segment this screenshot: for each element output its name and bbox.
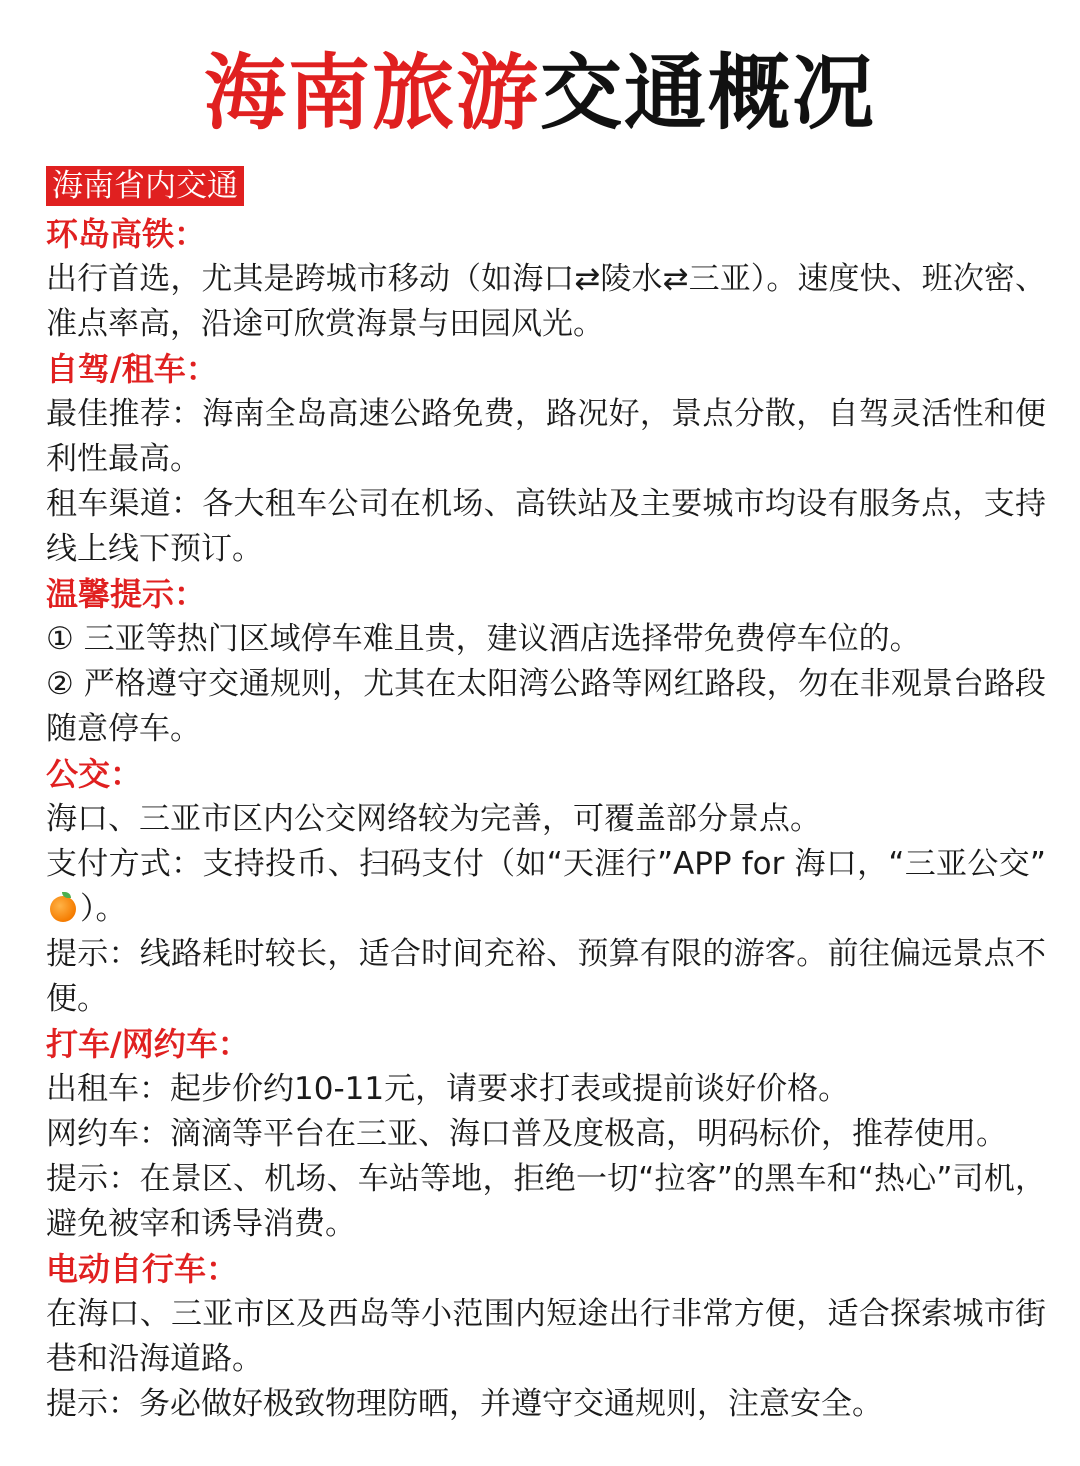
page-title — [0, 44, 1080, 144]
title-black-part: 交通概况 — [540, 46, 877, 141]
drive-paragraph-recommend: 最佳推荐：海南全岛高速公路免费，路况好，景点分散，自驾灵活性和便利性最高。 — [46, 396, 1046, 477]
rail-heading: 环岛高铁： — [46, 215, 207, 253]
taxi-paragraph-ridehail: 网约车：滴滴等平台在三亚、海口普及度极高，明码标价，推荐使用。 — [46, 1116, 1007, 1152]
bus-section — [46, 752, 1046, 1022]
title-red-part: 海南旅游 — [203, 46, 540, 141]
tips-section — [46, 572, 1046, 752]
rail-paragraph: 出行首选，尤其是跨城市移动（如海口⇄陵水⇄三亚）。速度快、班次密、准点率高，沿途可欣赏海景与田园风光。 — [46, 261, 1046, 342]
ebike-section — [46, 1247, 1046, 1427]
taxi-paragraph-taxi: 出租车：起步价约10-11元，请要求打表或提前谈好价格。 — [46, 1071, 850, 1107]
orange-emoji-icon — [50, 896, 76, 922]
taxi-heading: 打车/网约车： — [46, 1025, 250, 1063]
bus-paragraph-payment — [46, 842, 1046, 932]
drive-paragraph-channels: 租车渠道：各大租车公司在机场、高铁站及主要城市均设有服务点，支持线上线下预订。 — [46, 486, 1046, 567]
rail-section — [46, 212, 1046, 347]
article-body — [46, 166, 1046, 1427]
tips-item-2: ② 严格遵守交通规则，尤其在太阳湾公路等网红路段，勿在非观景台路段随意停车。 — [46, 666, 1046, 747]
tips-item-1: ① 三亚等热门区域停车难且贵，建议酒店选择带免费停车位的。 — [46, 621, 921, 657]
ebike-paragraph: 在海口、三亚市区及西岛等小范围内短途出行非常方便，适合探索城市街巷和沿海道路。 — [46, 1296, 1046, 1377]
section-tag: 海南省内交通 — [46, 166, 244, 206]
bus-heading: 公交： — [46, 755, 143, 793]
ebike-heading: 电动自行车： — [46, 1250, 239, 1288]
bus-paragraph-tip: 提示：线路耗时较长，适合时间充裕、预算有限的游客。前往偏远景点不便。 — [46, 936, 1046, 1017]
bus-payment-end: ）。 — [80, 891, 127, 927]
bus-paragraph-network: 海口、三亚市区内公交网络较为完善，可覆盖部分景点。 — [46, 801, 821, 837]
bus-payment-text: 支付方式：支持投币、扫码支付（如“天涯行”APP for 海口，“三亚公交” — [46, 846, 1046, 882]
tips-heading: 温馨提示： — [46, 575, 207, 613]
taxi-paragraph-tip: 提示：在景区、机场、车站等地，拒绝一切“拉客”的黑车和“热心”司机，避免被宰和诱导消费。 — [46, 1161, 1046, 1242]
taxi-section — [46, 1022, 1046, 1247]
drive-heading: 自驾/租车： — [46, 350, 218, 388]
ebike-paragraph-tip: 提示：务必做好极致物理防晒，并遵守交通规则，注意安全。 — [46, 1386, 883, 1422]
drive-section — [46, 347, 1046, 572]
